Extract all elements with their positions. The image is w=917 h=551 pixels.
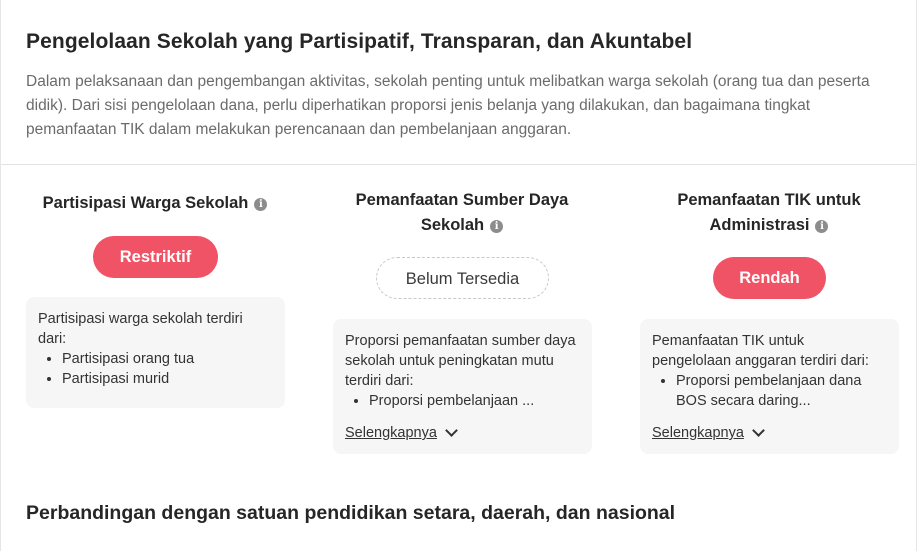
card-text: Partisipasi warga sekolah terdiri dari:	[38, 311, 243, 347]
more-label[interactable]: Selengkapnya	[345, 425, 437, 441]
list-item: • Partisipasi orang tua	[62, 349, 273, 369]
section-header	[26, 28, 896, 142]
column-title-text: Partisipasi Warga Sekolah	[42, 194, 249, 212]
column-title	[25, 191, 285, 216]
card-list	[345, 391, 580, 411]
info-card-tik	[640, 319, 899, 454]
column-tik	[639, 188, 899, 238]
section-title: Pengelolaan Sekolah yang Partisipatif, Transparan, dan Akuntabel	[26, 30, 693, 53]
column-title	[639, 188, 899, 238]
column-partisipasi	[25, 191, 285, 216]
info-icon[interactable]: i	[254, 198, 267, 211]
list-item: • Proporsi pembelanjaan dana BOS secara daring...	[676, 371, 887, 411]
comparison-section-title: Perbandingan dengan satuan pendidikan setara, daerah, dan nasional	[26, 502, 676, 524]
section-description: Dalam pelaksanaan dan pengembangan aktivitas, sekolah penting untuk melibatkan warga sekolah (orang tua dan peserta didik). Dari sisi pengelolaan dana, perlu diperhatikan proporsi jenis belanja yang dilakukan, dan bagaimana tingkat pemanfaatan TIK dalam melakukan perencanaan dan pembelanjaan anggaran.	[26, 73, 870, 138]
status-badge-restriktif: Restriktif	[93, 236, 218, 278]
card-list	[652, 371, 887, 411]
column-title-line1: Pemanfaatan TIK untuk	[677, 191, 861, 209]
column-sumber-daya	[332, 188, 592, 238]
selengkapnya-link[interactable]	[345, 423, 580, 443]
chevron-down-icon[interactable]	[752, 424, 765, 437]
card-text: Pemanfaatan TIK untuk pengelolaan anggaran terdiri dari:	[652, 333, 869, 369]
status-badge-belum-tersedia: Belum Tersedia	[376, 257, 549, 299]
card-text: Proporsi pemanfaatan sumber daya sekolah untuk peningkatan mutu terdiri dari:	[345, 333, 576, 389]
info-icon[interactable]: i	[490, 220, 503, 233]
divider	[1, 164, 916, 165]
card-list	[38, 349, 273, 389]
more-label[interactable]: Selengkapnya	[652, 425, 744, 441]
info-icon[interactable]: i	[815, 220, 828, 233]
column-title-line2: Sekolah	[420, 216, 485, 234]
list-item: • Partisipasi murid	[62, 369, 273, 389]
info-card-partisipasi	[26, 297, 285, 408]
column-title-line2: Administrasi	[709, 216, 810, 234]
chevron-down-icon[interactable]	[445, 424, 458, 437]
list-item: • Proporsi pembelanjaan ...	[369, 391, 580, 411]
column-title	[332, 188, 592, 238]
status-badge-rendah: Rendah	[713, 257, 826, 299]
selengkapnya-link[interactable]	[652, 423, 887, 443]
info-card-sumber-daya	[333, 319, 592, 454]
column-title-line1: Pemanfaatan Sumber Daya	[355, 191, 569, 209]
